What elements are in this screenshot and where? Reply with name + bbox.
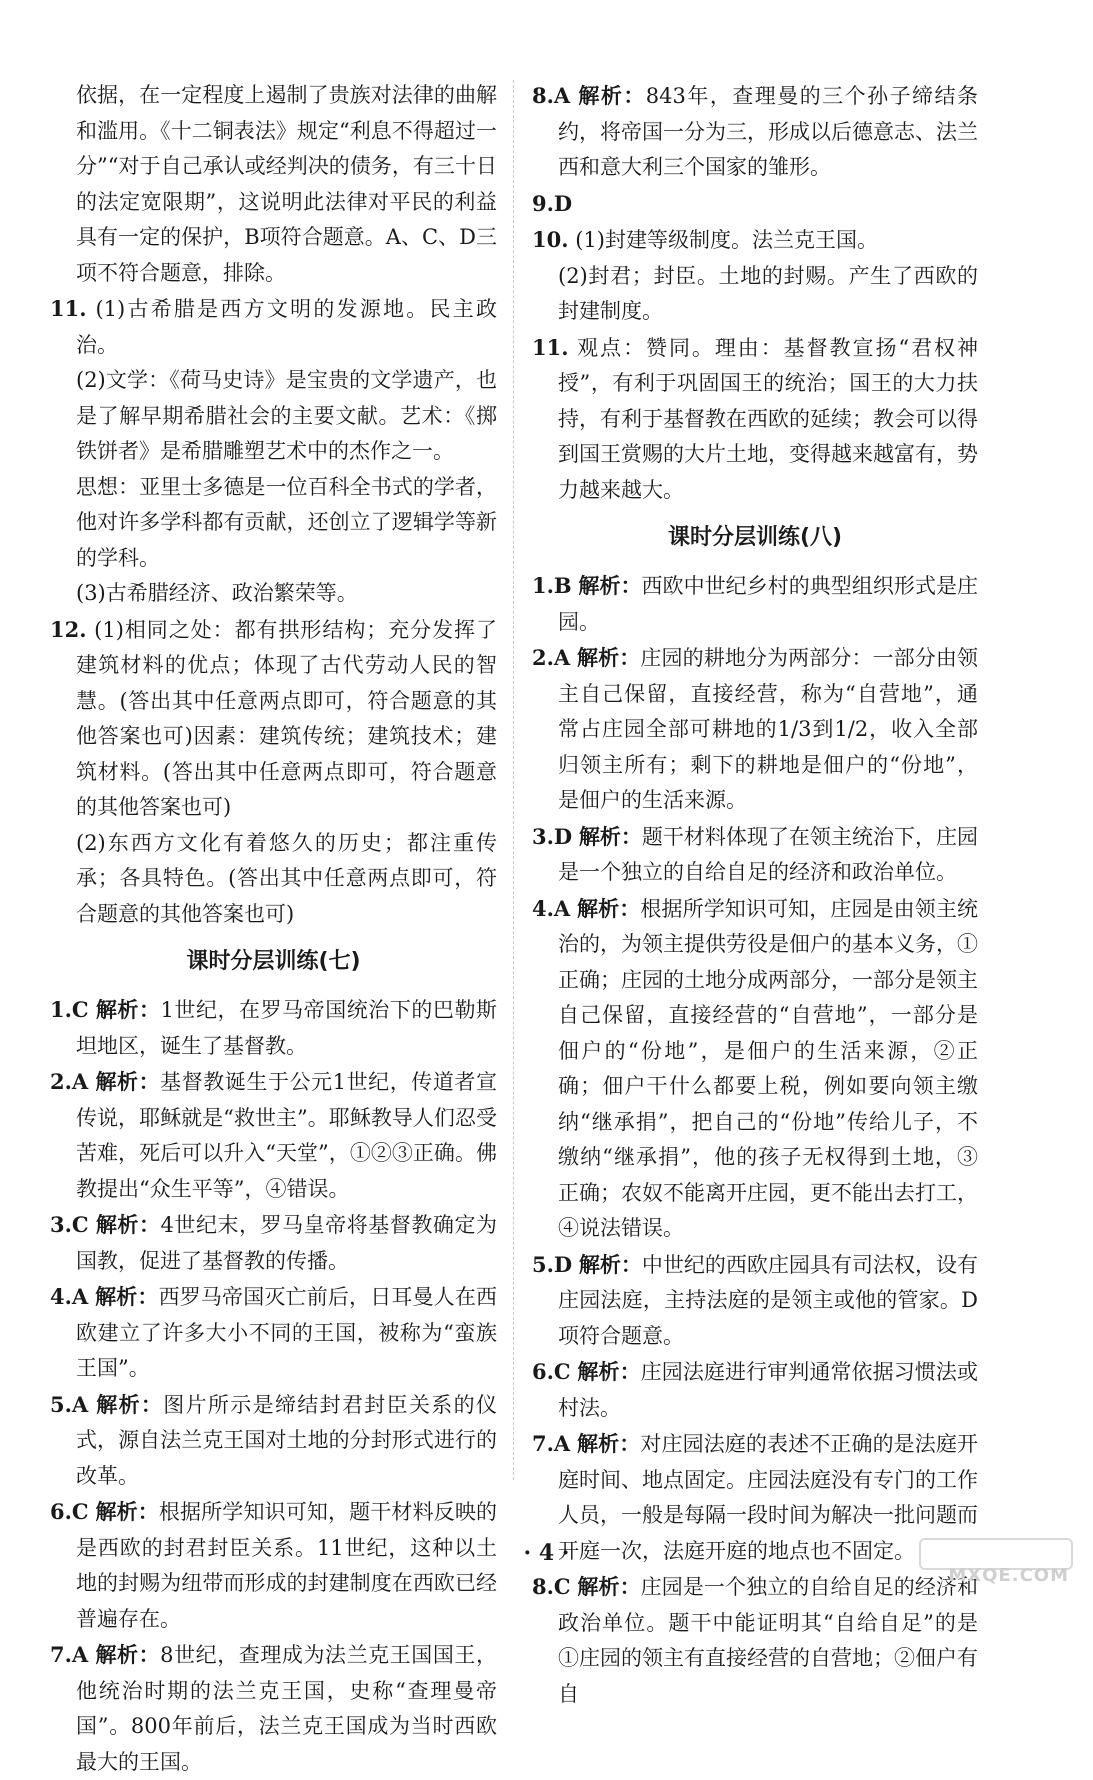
answer-number: 5.D bbox=[532, 1251, 573, 1277]
answer-item bbox=[532, 1247, 978, 1355]
answer-text: 思想：亚里士多德是一位百科全书式的学者，他对许多学科都有贡献，还创立了逻辑学等新的学科。 bbox=[76, 474, 497, 570]
column-divider bbox=[513, 80, 514, 1480]
answer-number: 9.D bbox=[532, 190, 573, 216]
answer-text: (3)古希腊经济、政治繁荣等。 bbox=[76, 581, 358, 605]
answer-text: (2)文学：《荷马史诗》是宝贵的文学遗产，也是了解早期希腊社会的主要文献。艺术：《掷铁饼者》是希腊雕塑艺术中的杰作之一。 bbox=[76, 368, 497, 463]
answer-item bbox=[532, 819, 978, 891]
answer-number: 1.B bbox=[532, 573, 572, 598]
answer-text: 依据，在一定程度上遏制了贵族对法律的曲解和滥用。《十二铜表法》规定“利息不得超过一分”“对于自己承认或经判决的债务，有三十日的法定宽限期”，这说明此法律对平民的利益具有一定的保护，B项符合题意。A、C、D三项不符合题意，排除。 bbox=[76, 83, 497, 285]
answer-text: 843年，查理曼的三个孙子缔结条约，将帝国一分为三，形成以后德意志、法兰西和意大利三个国家的雏形。 bbox=[558, 84, 978, 179]
answer-text: 西罗马帝国灭亡前后，日耳曼人在西欧建立了许多大小不同的王国，被称为“蛮族王国”。 bbox=[76, 1285, 498, 1380]
analysis-label: 解析： bbox=[95, 1642, 161, 1667]
right-column bbox=[532, 78, 978, 1712]
answer-number: 12. bbox=[50, 616, 87, 642]
analysis-label: 解析： bbox=[95, 1212, 161, 1237]
analysis-label: 解析： bbox=[95, 1284, 159, 1309]
answer-item bbox=[532, 1354, 978, 1426]
answer-text: (1)相同之处：都有拱形结构；充分发挥了建筑材料的优点；体现了古代劳动人民的智慧。(答出其中任意两点即可，符合题意的其他答案也可)因素：建筑传统；建筑技术；建筑材料。(答出其中任意两点即可，符合题意的其他答案也可) bbox=[76, 617, 497, 819]
answer-item bbox=[532, 568, 978, 640]
answer-number: 3.D bbox=[532, 823, 573, 849]
answer-text: 观点：赞同。理由：基督教宣扬“君权神授”，有利于巩固国王的统治；国王的大力扶持，有利于基督教在西欧的延续；教会可以得到国王赏赐的大片土地，变得越来越富有，势力越来越大。 bbox=[558, 335, 978, 502]
answer-number: 11. bbox=[50, 296, 87, 321]
answer-item bbox=[50, 1387, 497, 1495]
answer-text: (2)东西方文化有着悠久的历史；都注重传承；各具特色。(答出其中任意两点即可，符合题意的其他答案也可) bbox=[76, 830, 497, 926]
answer-number: 2.A bbox=[532, 645, 571, 670]
analysis-label: 解析： bbox=[95, 1499, 159, 1524]
analysis-label: 解析： bbox=[578, 83, 646, 108]
answer-item bbox=[532, 222, 978, 259]
answer-item bbox=[532, 330, 978, 509]
answer-number: 8.C bbox=[532, 1574, 571, 1599]
answer-number: 6.C bbox=[50, 1499, 89, 1524]
answer-text: 根据所学知识可知，庄园是由领主统治的，为领主提供劳役是佃户的基本义务，①正确；庄园的土地分成两部分，一部分是领主自己保留，直接经营的“自营地”，一部分是佃户的“份地”，是佃户的生活来源，②正确；佃户干什么都要上税，例如要向领主缴纳“继承捐”，把自己的“份地”传给儿子，不缴纳“继承捐”，他的孩子无权得到土地，③正确；农奴不能离开庄园，更不能出去打工，④说法错误。 bbox=[558, 896, 979, 1240]
answer-item bbox=[50, 576, 497, 612]
left-column bbox=[50, 78, 497, 1780]
answer-number: 6.C bbox=[532, 1359, 571, 1384]
answer-text: 对庄园法庭的表述不正确的是法庭开庭时间、地点固定。庄园法庭没有专门的工作人员，一般是每隔一段时间为解决一批问题而开庭一次，法庭开庭的地点也不固定。 bbox=[558, 1432, 979, 1563]
answer-text: (1)古希腊是西方文明的发源地。民主政治。 bbox=[76, 297, 497, 357]
analysis-label: 解析： bbox=[578, 823, 642, 849]
answer-text: (2)封君；封臣。土地的封赐。产生了西欧的封建制度。 bbox=[558, 263, 978, 323]
section-title-8: 课时分层训练(八) bbox=[667, 525, 843, 550]
page-number: · 4 · bbox=[523, 1540, 570, 1566]
answer-item bbox=[50, 992, 497, 1064]
answer-number: 4.A bbox=[50, 1284, 89, 1309]
answer-text: 根据所学知识可知，题干材料反映的是西欧的封君封臣关系。11世纪，这种以土地的封赐为纽带而形成的封建制度在西欧已经普遍存在。 bbox=[76, 1500, 497, 1631]
answer-text: 图片所示是缔结封君封臣关系的仪式，源自法兰克王国对土地的分封形式进行的改革。 bbox=[76, 1392, 497, 1488]
answer-text: 中世纪的西欧庄园具有司法权，设有庄园法庭，主持法庭的是领主或他的管家。D项符合题意。 bbox=[558, 1252, 978, 1348]
answer-number: 11. bbox=[532, 334, 569, 360]
answer-text: (1)封建等级制度。法兰克王国。 bbox=[575, 228, 878, 252]
analysis-label: 解析： bbox=[577, 645, 641, 670]
analysis-label: 解析： bbox=[578, 573, 642, 598]
answer-item bbox=[50, 78, 497, 291]
watermark-text: MXQE.COM bbox=[948, 1565, 1069, 1586]
answer-text: 1世纪，在罗马帝国统治下的巴勒斯坦地区，诞生了基督教。 bbox=[76, 998, 497, 1058]
answer-text: 8世纪，查理成为法兰克王国国王，他统治时期的法兰克王国，史称“查理曼帝国”。800年前后，法兰克王国成为当时西欧最大的王国。 bbox=[76, 1643, 497, 1774]
answer-item bbox=[532, 78, 978, 186]
answer-item bbox=[50, 1064, 497, 1207]
answer-text: 题干材料体现了在领主统治下，庄园是一个独立的自给自足的经济和政治单位。 bbox=[558, 824, 978, 884]
answer-item bbox=[532, 891, 978, 1247]
answer-number: 7.A bbox=[532, 1431, 571, 1456]
analysis-label: 解析： bbox=[95, 997, 161, 1022]
answer-item bbox=[50, 612, 497, 826]
answer-text: 基督教诞生于公元1世纪，传道者宣传说，耶稣就是“救世主”。耶稣教导人们忍受苦难，死后可以升入“天堂”，①②③正确。佛教提出“众生平等”，④错误。 bbox=[76, 1070, 497, 1201]
answer-item bbox=[50, 363, 497, 470]
answer-item bbox=[50, 1207, 497, 1279]
answer-number: 1.C bbox=[50, 997, 89, 1022]
answer-number: 8.A bbox=[532, 83, 571, 108]
answer-number: 7.A bbox=[50, 1642, 89, 1667]
answer-item bbox=[532, 1569, 978, 1712]
answer-text: 庄园是一个独立的自给自足的经济和政治单位。题干中能证明其“自给自足”的是①庄园的领主有直接经营的自营地；②佃户有自 bbox=[558, 1575, 978, 1706]
answer-item bbox=[50, 470, 497, 577]
answer-item bbox=[532, 640, 978, 819]
answer-number: 2.A bbox=[50, 1069, 89, 1094]
analysis-label: 解析： bbox=[577, 895, 641, 921]
answer-text: 庄园法庭进行审判通常依据习惯法或村法。 bbox=[558, 1360, 978, 1420]
analysis-label: 解析： bbox=[577, 1431, 641, 1456]
answer-text: 4世纪末，罗马皇帝将基督教确定为国教，促进了基督教的传播。 bbox=[76, 1213, 497, 1273]
answer-number: 5.A bbox=[50, 1391, 89, 1417]
answer-item bbox=[50, 826, 497, 933]
section-title-7: 课时分层训练(七) bbox=[186, 949, 361, 974]
answer-text: 庄园的耕地分为两部分：一部分由领主自己保留，直接经营，称为“自营地”，通常占庄园全部可耕地的1/3到1/2，收入全部归领主所有；剩下的耕地是佃户的“份地”，是佃户的生活来源。 bbox=[558, 646, 979, 812]
analysis-label: 解析： bbox=[577, 1574, 641, 1599]
analysis-label: 解析： bbox=[95, 1069, 161, 1094]
answer-number: 10. bbox=[532, 227, 569, 252]
answer-item bbox=[50, 1637, 497, 1780]
watermark-logo bbox=[923, 1538, 1073, 1586]
answer-number: 3.C bbox=[50, 1212, 89, 1237]
answer-item bbox=[532, 259, 978, 330]
analysis-label: 解析： bbox=[96, 1391, 164, 1417]
analysis-label: 解析： bbox=[577, 1359, 641, 1384]
answer-number: 4.A bbox=[532, 895, 571, 921]
answer-item bbox=[50, 291, 497, 363]
analysis-label: 解析： bbox=[578, 1251, 642, 1277]
answer-item bbox=[50, 1279, 497, 1387]
answer-item bbox=[532, 186, 978, 223]
answer-text: 西欧中世纪乡村的典型组织形式是庄园。 bbox=[558, 574, 979, 634]
